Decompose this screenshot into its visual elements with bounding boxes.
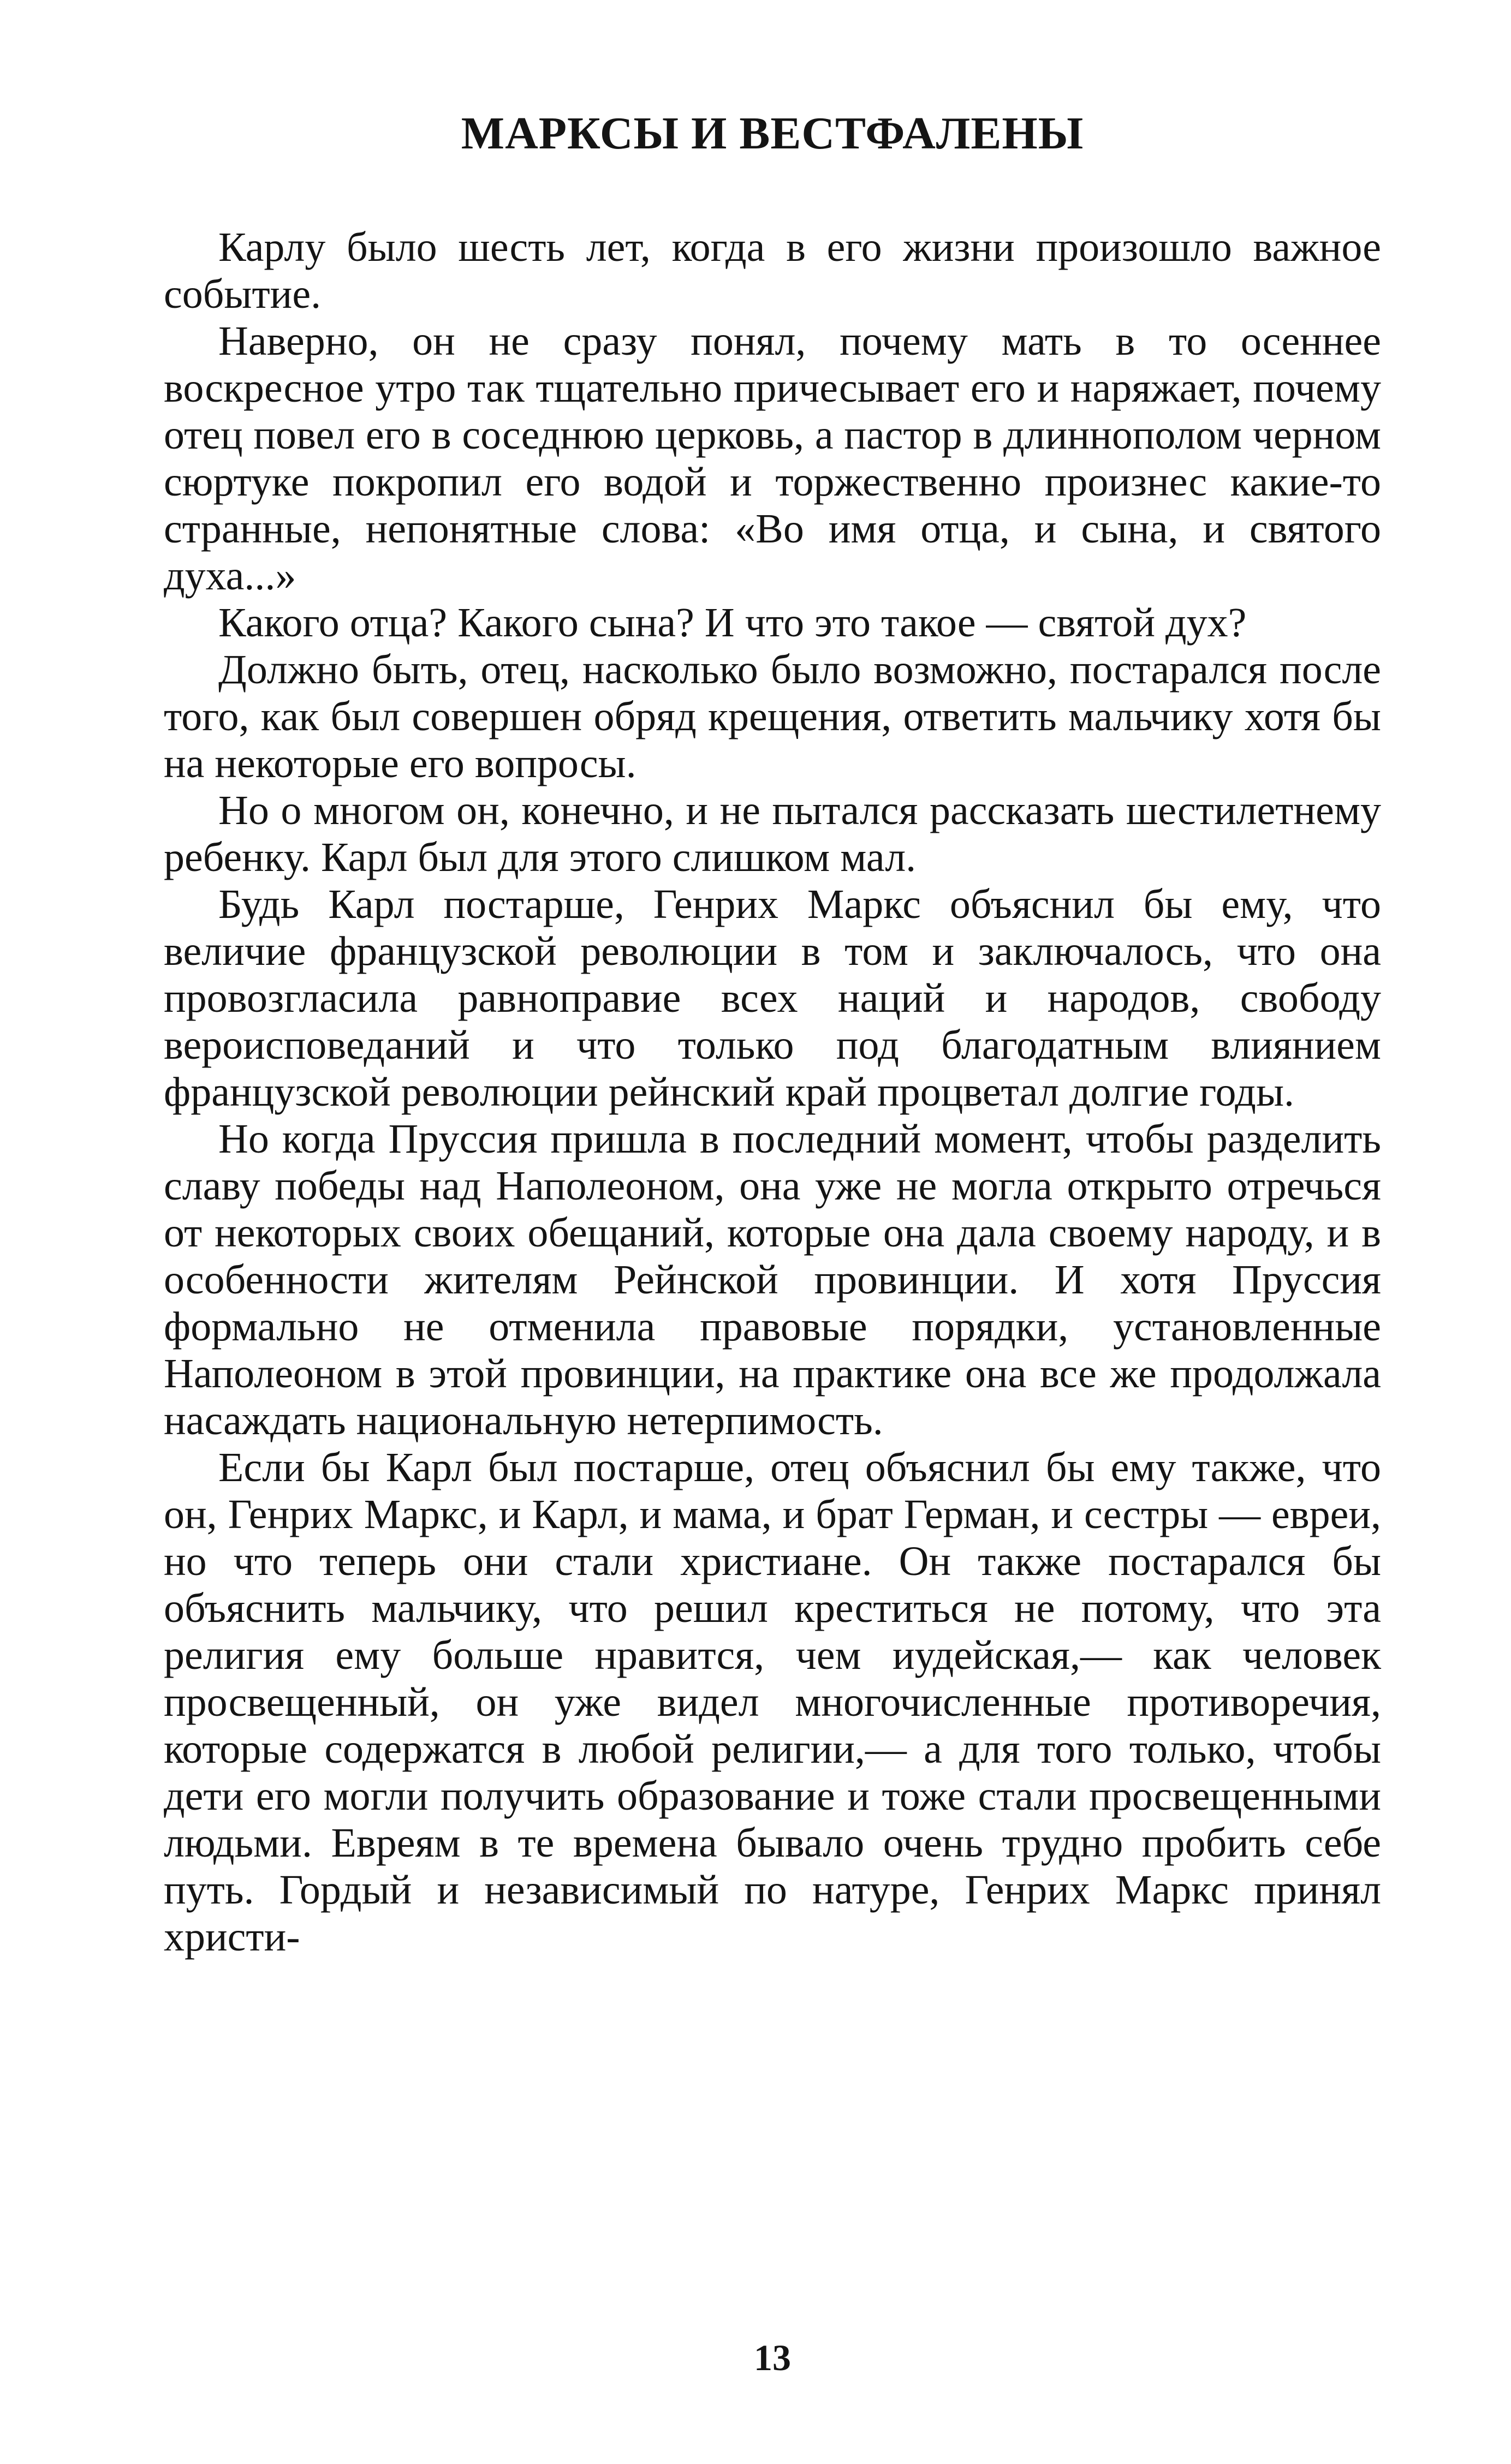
book-page [164,106,1381,2426]
chapter-body [164,224,1381,1960]
paragraph-7: Но когда Пруссия пришла в последний момент, чтобы разделить славу победы над Наполеоном, она уже не могла открыто отречься от некоторых своих обещаний, которые она дала своему народу, и в особенности жителям Рейнской провинции. И хотя Пруссия формально не отменила правовые порядки, установленные Наполеоном в этой провинции, на практике она все же продолжала насаждать национальную нетерпимость. [164,1116,1381,1443]
paragraph-1: Карлу было шесть лет, когда в его жизни произошло важное событие. [164,224,1381,317]
paragraph-8: Если бы Карл был постарше, отец объяснил бы ему также, что он, Генрих Маркс, и Карл, и мама, и брат Герман, и сестры — евреи, но что теперь они стали христиане. Он также постарался бы объяснить мальчику, что решил креститься не потому, что эта религия ему больше нравится, чем иудейская,— как человек просвещенный, он уже видел многочисленные противоречия, которые содержатся в любой религии,— а для того только, чтобы дети его могли получить образование и тоже стали просвещенными людьми. Евреям в те времена бывало очень трудно пробить себе путь. Гордый и независимый по натуре, Генрих Маркс принял христи- [164,1445,1381,1960]
paragraph-3: Какого отца? Какого сына? И что это такое — святой дух? [218,600,1247,646]
paragraph-4: Должно быть, отец, насколько было возможно, постарался после того, как был совершен обряд крещения, ответить мальчику хотя бы на некоторые его вопросы. [164,647,1381,786]
chapter-title: МАРКСЫ И ВЕСТФАЛЕНЫ [461,108,1084,159]
paragraph-6: Будь Карл постарше, Генрих Маркс объяснил бы ему, что величие французской революции в том и заключалось, что она провозгласила равноправие всех наций и народов, свободу вероисповеданий и что только под благодатным влиянием французской революции рейнский край процветал долгие годы. [164,881,1381,1115]
paragraph-2: Наверно, он не сразу понял, почему мать в то осеннее воскресное утро так тщательно причесывает его и наряжает, почему отец повел его в соседнюю церковь, а пастор в длиннополом черном сюртуке покропил его водой и торжественно произнес какие-то странные, непонятные слова: «Во имя отца, и сына, и святого духа...» [164,318,1381,599]
page-number: 13 [754,2337,791,2378]
paragraph-5: Но о многом он, конечно, и не пытался рассказать шестилетнему ребенку. Карл был для этого слишком мал. [164,787,1381,880]
